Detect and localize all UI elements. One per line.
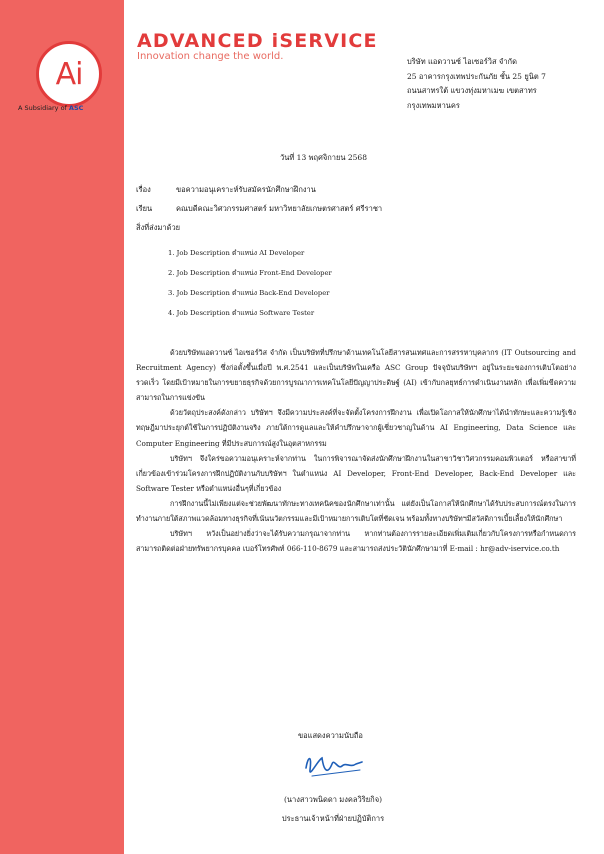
attachment-item: 2. Job Description ตำแหน่ง Front-End Developer (168, 269, 332, 277)
enclosure-label: สิ่งที่ส่งมาด้วย (136, 223, 181, 232)
signer-block (268, 790, 398, 828)
address-line: ถนนสาทรใต้ แขวงทุ่งมหาเมฆ เขตสาทร (407, 86, 537, 95)
ai-logo (36, 41, 102, 107)
body-paragraph: ด้วยวัตถุประสงค์ดังกล่าว บริษัทฯ จึงมีความประสงค์ที่จะจัดตั้งโครงการฝึกงาน เพื่อเปิดโอกาสให้นักศึกษาได้นำทักษะและความรู้เชิงทฤษฎีมาประยุกต์ใช้ในการปฏิบัติงานจริง ภายใต้การดูแลและให้คำปรึกษาจากผู้เชี่ยวชาญในด้าน AI Engineering, Data Science และ Computer Engineering ที่มีประสบการณ์สูงในอุตสาหกรรม (136, 408, 576, 448)
recipient-label: เรียน (136, 204, 153, 213)
signer-title: ประธานเจ้าหน้าที่ฝ่ายปฏิบัติการ (281, 814, 385, 823)
body-paragraph: ด้วยบริษัทแอดวานซ์ ไอเซอร์วิส จำกัด เป็นบริษัทที่ปรึกษาด้านเทคโนโลยีสารสนเทศและการสรรหาบุคลากร (IT Outsourcing and Recruitment Agency) ซึ่งก่อตั้งขึ้นเมื่อปี พ.ศ.2541 และเป็นบริษัทในเครือ ASC Group ปัจจุบันบริษัทฯ อยู่ในระยะของการเติบโตอย่างรวดเร็ว โดยมีเป้าหมายในการขยายธุรกิจด้วยการบูรณาการเทคโนโลยีปัญญาประดิษฐ์ (AI) เข้ากับกลยุทธ์การดำเนินงานหลัก เพื่อเพิ่มขีดความสามารถในการแข่งขัน (136, 348, 576, 403)
attachment-item: 1. Job Description ตำแหน่ง AI Developer (168, 249, 305, 257)
recipient-row (136, 203, 382, 215)
parent-company-logo: ASC (68, 104, 84, 112)
brand-name: ADVANCED iSERVICE (137, 30, 378, 52)
logo-text: Ai (55, 56, 83, 92)
recipient-value: คณบดีคณะวิศวกรรมศาสตร์ มหาวิทยาลัยเกษตรศาสตร์ ศรีราชา (176, 204, 383, 213)
signature (298, 750, 368, 784)
body-paragraph: บริษัทฯ หวังเป็นอย่างยิ่งว่าจะได้รับความกรุณาจากท่าน หากท่านต้องการรายละเอียดเพิ่มเติมเกี่ยวกับโครงการหรือกำหนดการ สามารถติดต่อฝ่ายทรัพยากรบุคคล เบอร์โทรศัพท์ 066-110-8679 และสามารถส่งประวัตินักศึกษามาที่ E-mail : hr@adv-iservice.co.th (136, 529, 576, 554)
address-line: บริษัท แอดวานซ์ ไอเซอร์วิส จำกัด (407, 57, 517, 66)
address-line: กรุงเทพมหานคร (407, 100, 460, 110)
body-paragraph: การฝึกงานนี้ไม่เพียงแต่จะช่วยพัฒนาทักษะทางเทคนิคของนักศึกษาเท่านั้น แต่ยังเป็นโอกาสให้นักศึกษาได้รับประสบการณ์ตรงในการทำงานภายใต้สภาพแวดล้อมทางธุรกิจที่เน้นนวัตกรรมและมีเป้าหมายการเติบโตที่ชัดเจน พร้อมทั้งทางบริษัทฯมีสวัสดิการเบี้ยเลี้ยงให้นักศึกษา (136, 498, 576, 524)
brand-tagline: Innovation change the world. (137, 51, 284, 62)
letter-body (136, 345, 576, 556)
sidebar-band (0, 0, 124, 854)
company-address (407, 55, 597, 113)
subsidiary-line (18, 104, 138, 112)
closing-phrase: ขอแสดงความนับถือ (298, 731, 363, 740)
body-paragraph: บริษัทฯ จึงใคร่ขอความอนุเคราะห์จากท่าน ในการพิจารณาจัดส่งนักศึกษาฝึกงานในสาขาวิชาวิศวกรรมคอมพิวเตอร์ หรือสาขาที่เกี่ยวข้องเข้าร่วมโครงการฝึกปฏิบัติงานกับบริษัทฯ ในตำแหน่ง AI Developer, Front-End Developer, Back-End Developer และ Software Tester หรือตำแหน่งอื่นๆที่เกี่ยวข้อง (136, 453, 576, 493)
subject-value: ขอความอนุเคราะห์รับสมัครนักศึกษาฝึกงาน (176, 185, 316, 194)
subject-row (136, 184, 316, 196)
letter-date: วันที่ 13 พฤศจิกายน 2568 (280, 153, 367, 162)
address-line: 25 อาคารกรุงเทพประกันภัย ชั้น 25 ยูนิต 7 (407, 71, 546, 81)
subsidiary-prefix: A Subsidiary of (18, 104, 67, 112)
subject-label: เรื่อง (136, 185, 151, 194)
signer-name: (นางสาวพนิดดา มงคลวิริยกิจ) (283, 795, 383, 804)
attachment-item: 3. Job Description ตำแหน่ง Back-End Developer (168, 289, 330, 297)
attachment-item: 4. Job Description ตำแหน่ง Software Tester (168, 309, 315, 317)
